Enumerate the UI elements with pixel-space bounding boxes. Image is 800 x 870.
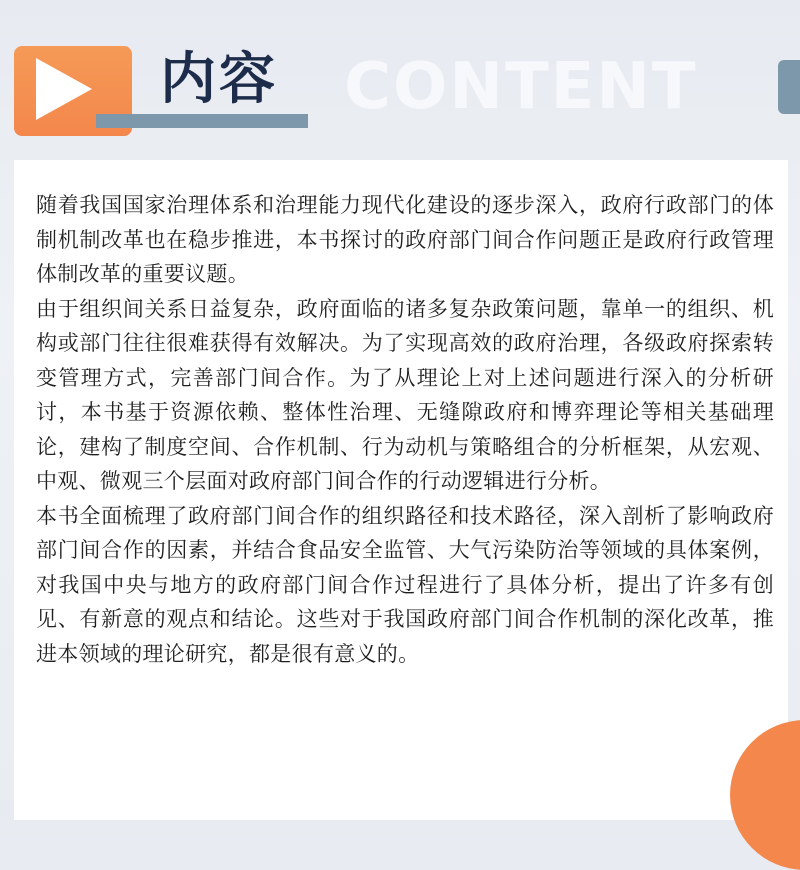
page-title-watermark: CONTENT <box>344 50 698 124</box>
decorative-tab <box>778 60 800 114</box>
paragraph-2: 由于组织间关系日益复杂，政府面临的诸多复杂政策问题，靠单一的组织、机构或部门往往很难获得有效解决。为了实现高效的政府治理，各级政府探索转变管理方式，完善部门间合作。为了从理论上对上述问题进行深入的分析研讨，本书基于资源依赖、整体性治理、无缝隙政府和博弈理论等相关基础理论，建构了制度空间、合作机制、行为动机与策略组合的分析框架，从宏观、中观、微观三个层面对政府部门间合作的行动逻辑进行分析。 <box>36 296 774 493</box>
page-title: 内容 <box>160 47 278 112</box>
play-icon <box>36 58 92 120</box>
paragraph-3: 本书全面梳理了政府部门间合作的组织路径和技术路径，深入剖析了影响政府部门间合作的因素，并结合食品安全监管、大气污染防治等领域的具体案例，对我国中央与地方的政府部门间合作过程进行了具体分析，提出了许多有创见、有新意的观点和结论。这些对于我国政府部门间合作机制的深化改革，推进本领域的理论研究，都是很有意义的。 <box>36 503 774 666</box>
content-card <box>14 160 788 820</box>
title-underline <box>96 114 308 128</box>
paragraph-1: 随着我国国家治理体系和治理能力现代化建设的逐步深入，政府行政部门的体制机制改革也在稳步推进，本书探讨的政府部门间合作问题正是政府行政管理体制改革的重要议题。 <box>36 193 774 286</box>
